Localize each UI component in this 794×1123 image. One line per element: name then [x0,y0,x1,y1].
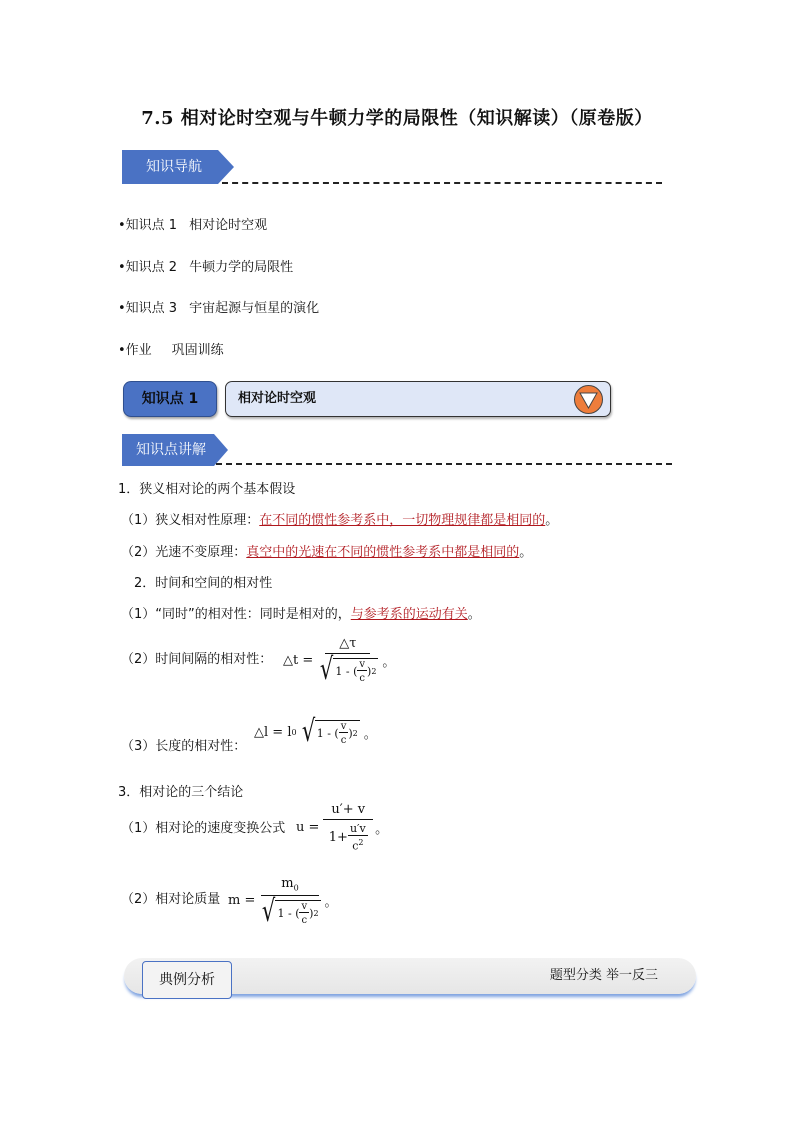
nav-item-label: •知识点 1 [118,218,178,233]
period: 。 [519,545,533,560]
nav-item-text: 相对论时空观 [189,218,268,233]
page-title: 7.5 相对论时空观与牛顿力学的局限性（知识解读）（原卷版） [141,108,653,129]
nav-divider [222,182,662,184]
explain-divider [216,463,672,465]
kp1-tag: 知识点 1 [123,381,217,417]
period: 。 [382,654,396,670]
relativistic-mass-formula: m = $m_0$ √ 1 - ( $\frac{v}{c}$ ) 2 。 [228,876,338,929]
time-dilation-formula [283,636,396,687]
period: 。 [467,607,481,622]
postulate-2 [121,541,532,560]
formula-lhs: u = [296,819,320,835]
time-dilation-label: （2）时间间隔的相对性： [121,652,273,667]
heading-basic-postulates: 1．狭义相对论的两个基本假设 [118,482,296,497]
period: 。 [545,513,559,528]
nav-item-2[interactable] [118,256,293,275]
example-bar-subtitle: 题型分类 举一反三 [549,968,658,983]
nav-item-label: •作业 [118,343,152,358]
formula-numerator: u′+ v [323,802,373,820]
postulate-1 [121,509,558,528]
sqrt-radical: √ 1 - ( $\frac{v}{c}$ ) 2 [301,714,358,749]
length-contraction-formula: △l = l 0 √ 1 - ( $\frac{v}{c}$ ) 2 。 [254,714,377,749]
explain-banner: 知识点讲解 [136,442,206,458]
simultaneity [121,603,481,622]
kp1-title: 相对论时空观 [238,391,317,406]
nav-item-text: 巩固训练 [171,343,224,358]
heading-relativity-time-space: 2．时间和空间的相对性 [134,576,273,591]
expand-chevron-icon[interactable] [573,384,604,415]
length-contraction-label: （3）长度的相对性： [121,739,247,754]
nav-item-text: 牛顿力学的局限性 [189,260,294,275]
nav-item-3[interactable] [118,297,319,316]
simultaneity-label: （1）“同时”的相对性：同时是相对的， [121,607,351,622]
velocity-transform-label: （1）相对论的速度变换公式 [121,821,286,836]
kp1-title-box [225,381,611,417]
nav-item-4[interactable] [118,339,224,358]
formula-lhs: m = [228,893,256,909]
nav-item-label: •知识点 2 [118,260,178,275]
formula-lhs: △l = l [254,724,292,740]
velocity-transform-formula: u = u′+ v 1+ $\frac{u'v}{c^2}$ 。 [296,802,389,853]
nav-item-1[interactable] [118,214,267,233]
heading-three-conclusions: 3．相对论的三个结论 [118,785,244,800]
sqrt-radical: √ 1 - ( $\frac{v}{c}$ ) 2 [320,652,377,687]
postulate-2-text: 真空中的光速在不同的惯性参考系中都是相同的 [246,545,520,560]
formula-numerator: m [281,876,294,891]
nav-item-label: •知识点 3 [118,301,178,316]
example-bar-title: 典例分析 [142,961,232,999]
nav-item-text: 宇宙起源与恒星的演化 [189,301,320,316]
postulate-2-label: （2）光速不变原理： [121,545,247,560]
simultaneity-text: 与参考系的运动有关 [350,607,468,622]
postulate-1-text: 在不同的惯性参考系中，一切物理规律都是相同的 [259,513,546,528]
formula-numerator: △τ [325,636,370,654]
period: 。 [375,821,389,837]
sqrt-radical: √ 1 - ( $\frac{v}{c}$ ) 2 [262,893,319,929]
relativistic-mass-label: （2）相对论质量 [121,892,221,907]
formula-lhs: △t = [283,652,314,668]
postulate-1-label: （1）狭义相对性原理： [121,513,260,528]
period: 。 [363,726,377,742]
nav-banner: 知识导航 [146,159,202,175]
period: 。 [324,895,338,911]
